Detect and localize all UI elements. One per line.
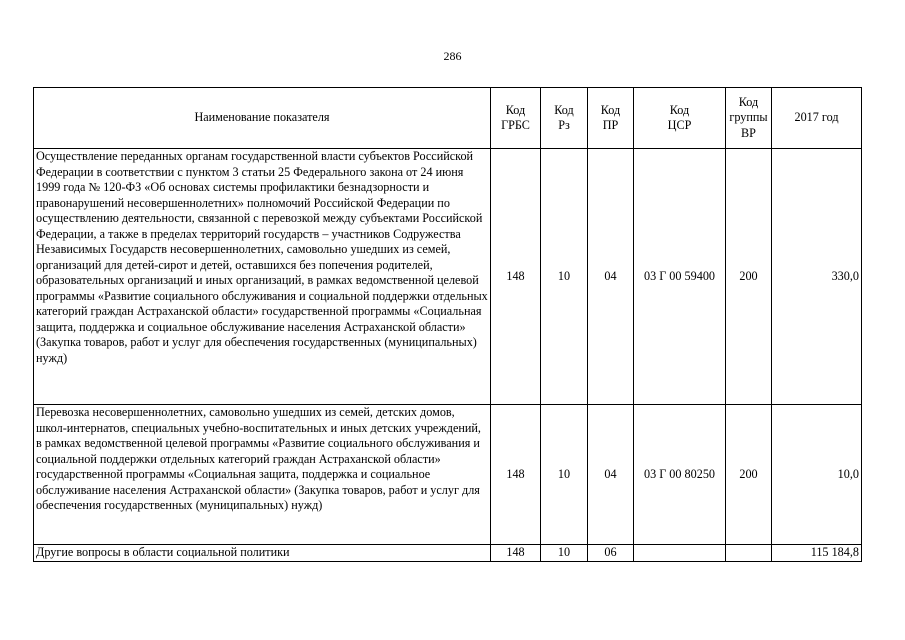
header-vr: Код группы ВР — [726, 88, 772, 149]
row-name: Другие вопросы в области социальной политики — [34, 545, 491, 562]
row-amount: 330,0 — [772, 149, 862, 405]
row-pr: 06 — [588, 545, 634, 562]
header-csr: Код ЦСР — [634, 88, 726, 149]
table-row — [34, 149, 862, 405]
table-header-row — [34, 88, 862, 149]
row-pr: 04 — [588, 405, 634, 545]
row-rz: 10 — [541, 149, 588, 405]
header-rz: Код Рз — [541, 88, 588, 149]
row-pr: 04 — [588, 149, 634, 405]
row-name: Осуществление переданных органам государственной власти субъектов Российской Федерации в соответствии с пунктом 3 статьи 25 Федерального закона от 24 июня 1999 года № 120-ФЗ «Об основах системы профилактики безнадзорности и правонарушений несовершеннолетних» полномочий Российской Федерации по осуществлению деятельности, связанной с перевозкой между субъектами Российской Федерации, а также в пределах территорий государств – участников Содружества Независимых Государств несовершеннолетних, самовольно ушедших из семей, организаций для детей-сирот и детей, оставшихся без попечения родителей, образовательных организаций и иных организаций, в рамках ведомственной целевой программы «Развитие социального обслуживания и социальной поддержки отдельных категорий граждан Астраханской области» государственной программы «Социальная защита, поддержка и социальное обслуживание населения Астраханской области» (Закупка товаров, работ и услуг для обеспечения государственных (муниципальных) нужд) — [34, 149, 491, 405]
row-csr: 03 Г 00 59400 — [634, 149, 726, 405]
table-row — [34, 405, 862, 545]
row-amount: 10,0 — [772, 405, 862, 545]
header-year: 2017 год — [772, 88, 862, 149]
row-grbs: 148 — [491, 149, 541, 405]
header-grbs: Код ГРБС — [491, 88, 541, 149]
row-rz: 10 — [541, 405, 588, 545]
row-name: Перевозка несовершеннолетних, самовольно ушедших из семей, детских домов, школ-интернатов, специальных учебно-воспитательных и иных детских учреждений, в рамках ведомственной целевой программы «Развитие социального обслуживания и социальной поддержки отдельных категорий граждан Астраханской области» государственной программы «Социальная защита, поддержка и социальное обслуживание населения Астраханской области» (Закупка товаров, работ и услуг для обеспечения государственных (муниципальных) нужд) — [34, 405, 491, 545]
row-rz: 10 — [541, 545, 588, 562]
row-grbs: 148 — [491, 545, 541, 562]
row-grbs: 148 — [491, 405, 541, 545]
row-vr — [726, 545, 772, 562]
row-vr: 200 — [726, 149, 772, 405]
row-vr: 200 — [726, 405, 772, 545]
page-number: 286 — [443, 49, 462, 63]
header-name: Наименование показателя — [34, 88, 491, 149]
budget-table — [33, 87, 862, 562]
header-pr: Код ПР — [588, 88, 634, 149]
row-csr: 03 Г 00 80250 — [634, 405, 726, 545]
row-csr — [634, 545, 726, 562]
table-row — [34, 545, 862, 562]
row-amount: 115 184,8 — [772, 545, 862, 562]
